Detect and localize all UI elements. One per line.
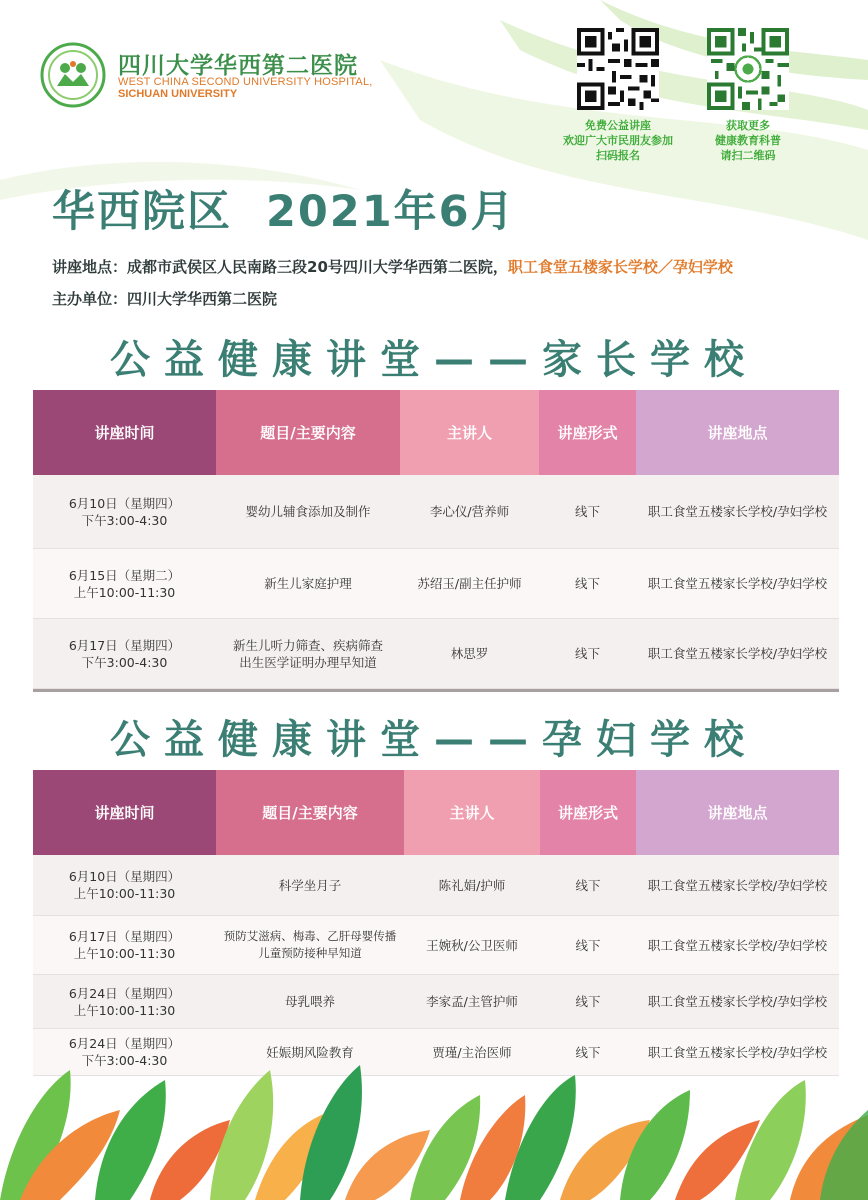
venue-line: 讲座地点：成都市武侯区人民南路三段20号四川大学华西第二医院，职工食堂五楼家长学校／孕妇学校 [52, 258, 733, 276]
hospital-name-cn: 四川大学华西第二医院 [118, 53, 358, 79]
parent-school-table [33, 390, 839, 692]
hospital-name-en-line1: WEST CHINA SECOND UNIVERSITY HOSPITAL, [118, 76, 373, 88]
table-row: 6月15日（星期二） 上午10:00-11:30 新生儿家庭护理 苏绍玉/副主任护师 线下 职工食堂五楼家长学校/孕妇学校 [33, 549, 839, 619]
header-format: 讲座形式 [540, 770, 636, 855]
header-topic: 题目/主要内容 [216, 390, 400, 475]
qr-code-icon[interactable] [707, 28, 789, 110]
header-topic: 题目/主要内容 [216, 770, 404, 855]
header-format: 讲座形式 [539, 390, 636, 475]
qr-left-caption: 免费公益讲座 欢迎广大市民朋友参加 扫码报名 [563, 119, 673, 162]
table-header [33, 770, 839, 855]
header-time: 讲座时间 [33, 770, 216, 855]
table-row: 6月24日（星期四） 上午10:00-11:30 母乳喂养 李家孟/主管护师 线下 职工食堂五楼家长学校/孕妇学校 [33, 975, 839, 1029]
qr-code-icon[interactable] [577, 28, 659, 110]
table-row: 6月17日（星期四） 下午3:00-4:30 新生儿听力筛查、疾病筛查 出生医学证明办理早知道 林思罗 线下 职工食堂五楼家长学校/孕妇学校 [33, 619, 839, 689]
page-title: 华西院区 2021年6月 [52, 187, 516, 237]
table-header [33, 390, 839, 475]
table-row: 6月17日（星期四） 上午10:00-11:30 预防艾滋病、梅毒、乙肝母婴传播 儿童预防接种早知道 王婉秋/公卫医师 线下 职工食堂五楼家长学校/孕妇学校 [33, 916, 839, 975]
table-row: 6月10日（星期四） 下午3:00-4:30 婴幼儿辅食添加及制作 李心仪/营养师 线下 职工食堂五楼家长学校/孕妇学校 [33, 475, 839, 549]
organizer-line: 主办单位：四川大学华西第二医院 [52, 290, 278, 308]
table-row: 6月10日（星期四） 上午10:00-11:30 科学坐月子 陈礼娟/护师 线下 职工食堂五楼家长学校/孕妇学校 [33, 855, 839, 916]
table-row: 6月24日（星期四） 下午3:00-4:30 妊娠期风险教育 贾瑾/主治医师 线下 职工食堂五楼家长学校/孕妇学校 [33, 1029, 839, 1076]
header-place: 讲座地点 [636, 390, 839, 475]
leaf-foliage-icon [0, 1040, 868, 1200]
pregnancy-school-table [33, 770, 839, 1076]
table-body [33, 475, 839, 689]
header-place: 讲座地点 [636, 770, 839, 855]
section-title-parent-school: 公益健康讲堂——家长学校 [110, 337, 758, 383]
header-speaker: 主讲人 [404, 770, 540, 855]
hospital-name-en-line2: SICHUAN UNIVERSITY [118, 88, 238, 100]
section-title-pregnancy-school: 公益健康讲堂——孕妇学校 [110, 717, 758, 763]
hospital-logo-icon [40, 42, 106, 108]
qr-right-caption: 获取更多 健康教育科普 请扫二维码 [715, 119, 781, 162]
header-time: 讲座时间 [33, 390, 216, 475]
table-divider [33, 689, 839, 692]
header-speaker: 主讲人 [400, 390, 539, 475]
